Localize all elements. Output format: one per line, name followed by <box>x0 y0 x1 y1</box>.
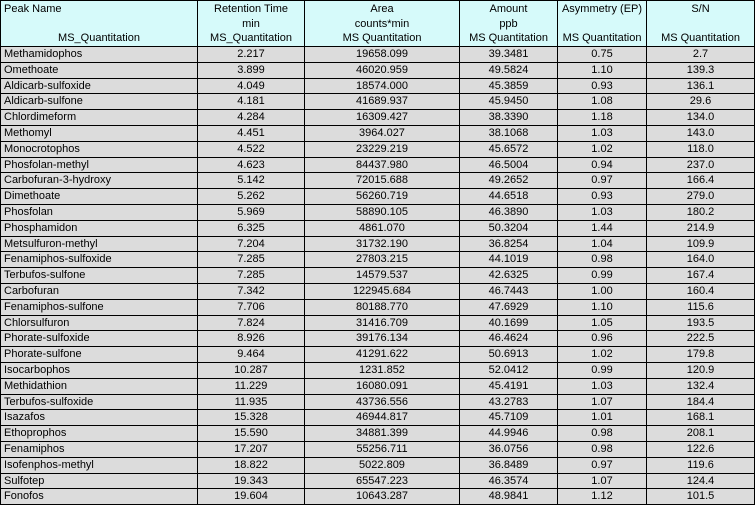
sn-cell: 124.4 <box>647 473 755 489</box>
table-row <box>1 347 755 363</box>
area-cell: 55256.711 <box>305 441 460 457</box>
asymmetry-cell: 0.93 <box>558 189 647 205</box>
retention-time-cell: 15.328 <box>198 410 305 426</box>
area-cell: 1231.852 <box>305 362 460 378</box>
amount-cell: 45.7109 <box>460 410 558 426</box>
sn-cell: 119.6 <box>647 457 755 473</box>
peak-name-cell: Chlordimeform <box>1 110 198 126</box>
peak-name-cell: Fonofos <box>1 489 198 505</box>
amount-cell: 46.7443 <box>460 283 558 299</box>
amount-cell: 50.6913 <box>460 347 558 363</box>
amount-cell: 49.5824 <box>460 62 558 78</box>
asymmetry-cell: 0.98 <box>558 426 647 442</box>
peak-name-cell: Phorate-sulfone <box>1 347 198 363</box>
asymmetry-cell: 0.75 <box>558 47 647 63</box>
table-row <box>1 378 755 394</box>
asymmetry-cell: 1.12 <box>558 489 647 505</box>
asymmetry-cell: 0.93 <box>558 78 647 94</box>
asymmetry-cell: 1.18 <box>558 110 647 126</box>
amount-cell: 46.3890 <box>460 204 558 220</box>
table-row <box>1 331 755 347</box>
asymmetry-cell: 1.07 <box>558 473 647 489</box>
table-body <box>1 47 755 505</box>
header-asymmetry-method: MS Quantitation <box>562 32 642 44</box>
area-cell: 41689.937 <box>305 94 460 110</box>
sn-cell: 208.1 <box>647 426 755 442</box>
area-cell: 41291.622 <box>305 347 460 363</box>
amount-cell: 36.8254 <box>460 236 558 252</box>
header-amount-method: MS Quantitation <box>469 32 548 44</box>
amount-cell: 45.3859 <box>460 78 558 94</box>
area-cell: 16309.427 <box>305 110 460 126</box>
retention-time-cell: 11.935 <box>198 394 305 410</box>
amount-cell: 39.3481 <box>460 47 558 63</box>
table-row <box>1 189 755 205</box>
amount-cell: 46.5004 <box>460 157 558 173</box>
asymmetry-cell: 1.02 <box>558 347 647 363</box>
header-area-label: Area <box>370 3 394 15</box>
sn-cell: 180.2 <box>647 204 755 220</box>
sn-cell: 29.6 <box>647 94 755 110</box>
sn-cell: 122.6 <box>647 441 755 457</box>
area-cell: 10643.287 <box>305 489 460 505</box>
sn-cell: 143.0 <box>647 125 755 141</box>
retention-time-cell: 15.590 <box>198 426 305 442</box>
sn-cell: 168.1 <box>647 410 755 426</box>
sn-cell: 120.9 <box>647 362 755 378</box>
retention-time-cell: 7.204 <box>198 236 305 252</box>
table-row <box>1 268 755 284</box>
peak-name-cell: Terbufos-sulfone <box>1 268 198 284</box>
asymmetry-cell: 1.01 <box>558 410 647 426</box>
table-row <box>1 426 755 442</box>
area-cell: 31416.709 <box>305 315 460 331</box>
sn-cell: 136.1 <box>647 78 755 94</box>
header-sn-label: S/N <box>691 3 710 15</box>
amount-cell: 49.2652 <box>460 173 558 189</box>
asymmetry-cell: 1.00 <box>558 283 647 299</box>
sn-cell: 109.9 <box>647 236 755 252</box>
peak-name-cell: Carbofuran <box>1 283 198 299</box>
table-row <box>1 457 755 473</box>
amount-cell: 36.8489 <box>460 457 558 473</box>
area-cell: 27803.215 <box>305 252 460 268</box>
amount-cell: 44.9946 <box>460 426 558 442</box>
peak-name-cell: Phosfolan <box>1 204 198 220</box>
header-retention-time-unit: min <box>242 17 260 30</box>
table-row <box>1 125 755 141</box>
peak-name-cell: Fenamiphos-sulfoxide <box>1 252 198 268</box>
asymmetry-cell: 0.97 <box>558 457 647 473</box>
sn-cell: 134.0 <box>647 110 755 126</box>
area-cell: 46020.959 <box>305 62 460 78</box>
peak-name-cell: Carbofuran-3-hydroxy <box>1 173 198 189</box>
peak-name-cell: Monocrotophos <box>1 141 198 157</box>
amount-cell: 46.4624 <box>460 331 558 347</box>
peak-name-cell: Phosphamidon <box>1 220 198 236</box>
asymmetry-cell: 1.44 <box>558 220 647 236</box>
asymmetry-cell: 1.04 <box>558 236 647 252</box>
header-area-method: MS Quantitation <box>342 32 422 44</box>
table-row <box>1 362 755 378</box>
retention-time-cell: 3.899 <box>198 62 305 78</box>
amount-cell: 48.9841 <box>460 489 558 505</box>
area-cell: 4861.070 <box>305 220 460 236</box>
retention-time-cell: 17.207 <box>198 441 305 457</box>
peak-name-cell: Sulfotep <box>1 473 198 489</box>
sn-cell: 160.4 <box>647 283 755 299</box>
area-cell: 56260.719 <box>305 189 460 205</box>
table-row <box>1 173 755 189</box>
retention-time-cell: 5.142 <box>198 173 305 189</box>
retention-time-cell: 7.285 <box>198 252 305 268</box>
table-row <box>1 283 755 299</box>
retention-time-cell: 19.343 <box>198 473 305 489</box>
retention-time-cell: 7.706 <box>198 299 305 315</box>
asymmetry-cell: 0.98 <box>558 252 647 268</box>
retention-time-cell: 18.822 <box>198 457 305 473</box>
amount-cell: 52.0412 <box>460 362 558 378</box>
retention-time-cell: 7.342 <box>198 283 305 299</box>
area-cell: 18574.000 <box>305 78 460 94</box>
area-cell: 46944.817 <box>305 410 460 426</box>
peak-name-cell: Methidathion <box>1 378 198 394</box>
area-cell: 84437.980 <box>305 157 460 173</box>
amount-cell: 40.1699 <box>460 315 558 331</box>
retention-time-cell: 5.262 <box>198 189 305 205</box>
retention-time-cell: 10.287 <box>198 362 305 378</box>
sn-cell: 214.9 <box>647 220 755 236</box>
peak-name-cell: Aldicarb-sulfoxide <box>1 78 198 94</box>
peak-name-cell: Isofenphos-methyl <box>1 457 198 473</box>
area-cell: 72015.688 <box>305 173 460 189</box>
asymmetry-cell: 0.96 <box>558 331 647 347</box>
header-area <box>305 1 460 47</box>
retention-time-cell: 19.604 <box>198 489 305 505</box>
peak-name-cell: Metsulfuron-methyl <box>1 236 198 252</box>
header-retention-time <box>198 1 305 47</box>
table-row <box>1 410 755 426</box>
retention-time-cell: 4.284 <box>198 110 305 126</box>
asymmetry-cell: 1.10 <box>558 299 647 315</box>
amount-cell: 45.9450 <box>460 94 558 110</box>
retention-time-cell: 4.522 <box>198 141 305 157</box>
header-amount <box>460 1 558 47</box>
retention-time-cell: 5.969 <box>198 204 305 220</box>
area-cell: 43736.556 <box>305 394 460 410</box>
area-cell: 58890.105 <box>305 204 460 220</box>
sn-cell: 222.5 <box>647 331 755 347</box>
retention-time-cell: 7.824 <box>198 315 305 331</box>
amount-cell: 45.4191 <box>460 378 558 394</box>
asymmetry-cell: 0.99 <box>558 268 647 284</box>
sn-cell: 193.5 <box>647 315 755 331</box>
peak-name-cell: Chlorsulfuron <box>1 315 198 331</box>
asymmetry-cell: 0.99 <box>558 362 647 378</box>
asymmetry-cell: 1.03 <box>558 125 647 141</box>
peak-name-cell: Dimethoate <box>1 189 198 205</box>
amount-cell: 50.3204 <box>460 220 558 236</box>
area-cell: 23229.219 <box>305 141 460 157</box>
peak-name-cell: Fenamiphos-sulfone <box>1 299 198 315</box>
retention-time-cell: 4.623 <box>198 157 305 173</box>
sn-cell: 184.4 <box>647 394 755 410</box>
peak-name-cell: Aldicarb-sulfone <box>1 94 198 110</box>
retention-time-cell: 4.451 <box>198 125 305 141</box>
asymmetry-cell: 1.08 <box>558 94 647 110</box>
header-peak-name-label: Peak Name <box>4 3 62 15</box>
asymmetry-cell: 1.10 <box>558 62 647 78</box>
asymmetry-cell: 0.98 <box>558 441 647 457</box>
retention-time-cell: 4.049 <box>198 78 305 94</box>
sn-cell: 167.4 <box>647 268 755 284</box>
retention-time-cell: 11.229 <box>198 378 305 394</box>
header-amount-label: Amount <box>489 3 528 15</box>
amount-cell: 44.6518 <box>460 189 558 205</box>
amount-cell: 47.6929 <box>460 299 558 315</box>
asymmetry-cell: 1.05 <box>558 315 647 331</box>
header-amount-unit: ppb <box>499 17 518 30</box>
peak-name-cell: Isazafos <box>1 410 198 426</box>
area-cell: 34881.399 <box>305 426 460 442</box>
asymmetry-cell: 1.03 <box>558 204 647 220</box>
sn-cell: 279.0 <box>647 189 755 205</box>
table-row <box>1 141 755 157</box>
sn-cell: 164.0 <box>647 252 755 268</box>
table-row <box>1 204 755 220</box>
table-row <box>1 315 755 331</box>
sn-cell: 2.7 <box>647 47 755 63</box>
peak-name-cell: Ethoprophos <box>1 426 198 442</box>
asymmetry-cell: 0.94 <box>558 157 647 173</box>
sn-cell: 237.0 <box>647 157 755 173</box>
area-cell: 16080.091 <box>305 378 460 394</box>
header-area-unit: counts*min <box>354 17 410 30</box>
amount-cell: 36.0756 <box>460 441 558 457</box>
retention-time-cell: 2.217 <box>198 47 305 63</box>
area-cell: 19658.099 <box>305 47 460 63</box>
asymmetry-cell: 1.07 <box>558 394 647 410</box>
retention-time-cell: 6.325 <box>198 220 305 236</box>
amount-cell: 45.6572 <box>460 141 558 157</box>
amount-cell: 38.1068 <box>460 125 558 141</box>
retention-time-cell: 7.285 <box>198 268 305 284</box>
table-header <box>1 1 755 47</box>
area-cell: 122945.684 <box>305 283 460 299</box>
header-asymmetry <box>558 1 647 47</box>
retention-time-cell: 4.181 <box>198 94 305 110</box>
table-row <box>1 236 755 252</box>
area-cell: 14579.537 <box>305 268 460 284</box>
asymmetry-cell: 1.02 <box>558 141 647 157</box>
header-asymmetry-label: Asymmetry (EP) <box>561 3 643 15</box>
area-cell: 39176.134 <box>305 331 460 347</box>
asymmetry-cell: 1.03 <box>558 378 647 394</box>
table-row <box>1 62 755 78</box>
table-row <box>1 394 755 410</box>
sn-cell: 132.4 <box>647 378 755 394</box>
amount-cell: 43.2783 <box>460 394 558 410</box>
amount-cell: 42.6325 <box>460 268 558 284</box>
table-row <box>1 473 755 489</box>
retention-time-cell: 9.464 <box>198 347 305 363</box>
sn-cell: 179.8 <box>647 347 755 363</box>
amount-cell: 44.1019 <box>460 252 558 268</box>
sn-cell: 166.4 <box>647 173 755 189</box>
table-row <box>1 78 755 94</box>
header-sn-method: MS Quantitation <box>661 32 740 44</box>
sn-cell: 101.5 <box>647 489 755 505</box>
table-row <box>1 157 755 173</box>
table-row <box>1 110 755 126</box>
header-peak-name-method: MS_Quantitation <box>58 31 140 44</box>
table-row <box>1 94 755 110</box>
area-cell: 3964.027 <box>305 125 460 141</box>
peak-name-cell: Methomyl <box>1 125 198 141</box>
table-row <box>1 299 755 315</box>
peak-name-cell: Terbufos-sulfoxide <box>1 394 198 410</box>
table-row <box>1 220 755 236</box>
amount-cell: 46.3574 <box>460 473 558 489</box>
area-cell: 31732.190 <box>305 236 460 252</box>
peak-name-cell: Omethoate <box>1 62 198 78</box>
area-cell: 65547.223 <box>305 473 460 489</box>
peak-name-cell: Fenamiphos <box>1 441 198 457</box>
area-cell: 80188.770 <box>305 299 460 315</box>
table-row <box>1 252 755 268</box>
sn-cell: 118.0 <box>647 141 755 157</box>
sn-cell: 139.3 <box>647 62 755 78</box>
peak-name-cell: Phorate-sulfoxide <box>1 331 198 347</box>
peak-name-cell: Phosfolan-methyl <box>1 157 198 173</box>
header-retention-time-method: MS_Quantitation <box>210 32 292 44</box>
area-cell: 5022.809 <box>305 457 460 473</box>
peak-name-cell: Methamidophos <box>1 47 198 63</box>
asymmetry-cell: 0.97 <box>558 173 647 189</box>
table-row <box>1 441 755 457</box>
table-row <box>1 47 755 63</box>
header-retention-time-label: Retention Time <box>214 3 288 15</box>
amount-cell: 38.3390 <box>460 110 558 126</box>
header-row <box>1 1 755 47</box>
retention-time-cell: 8.926 <box>198 331 305 347</box>
sn-cell: 115.6 <box>647 299 755 315</box>
header-peak-name <box>1 1 198 47</box>
table-row <box>1 489 755 505</box>
peak-name-cell: Isocarbophos <box>1 362 198 378</box>
header-sn <box>647 1 755 47</box>
